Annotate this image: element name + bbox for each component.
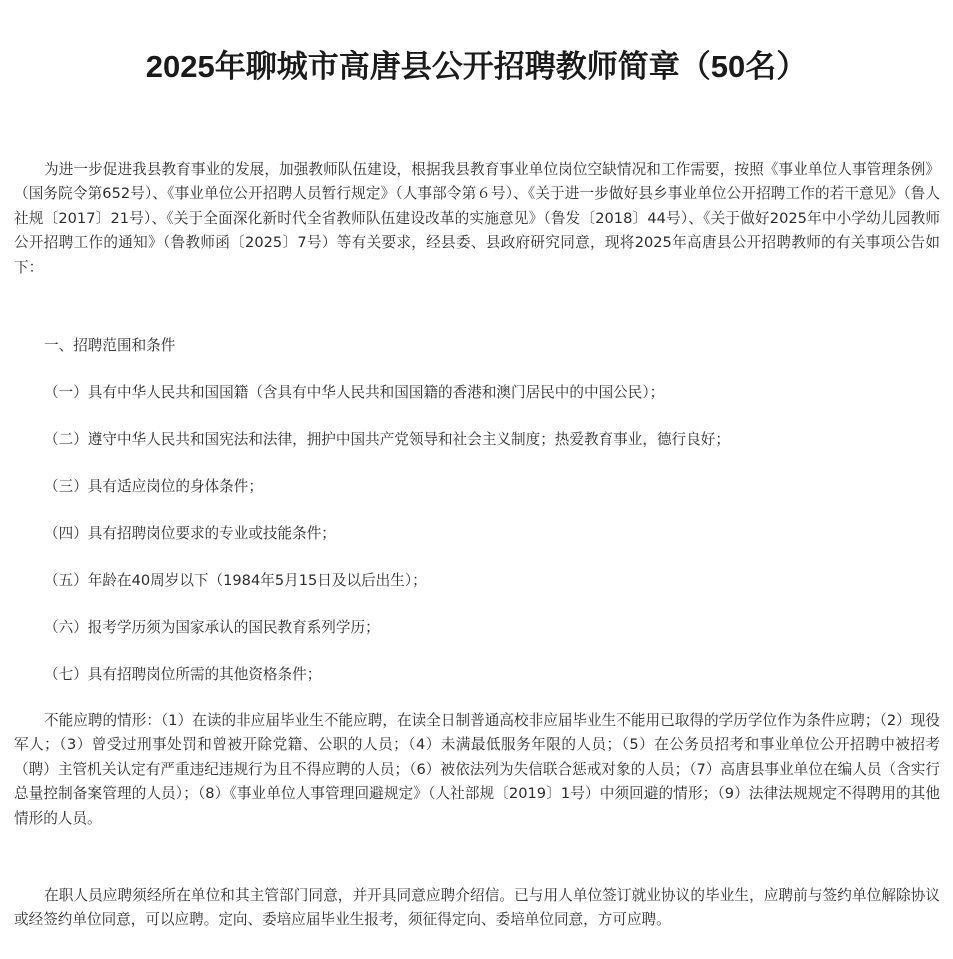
condition-item-2: （二）遵守中华人民共和国宪法和法律，拥护中国共产党领导和社会主义制度；热爱教育事业，德行良好； — [44, 431, 730, 448]
condition-item-1: （一）具有中华人民共和国国籍（含具有中华人民共和国国籍的香港和澳门居民中的中国公民）； — [44, 384, 665, 401]
intro-paragraph: 为进一步促进我县教育事业的发展，加强教师队伍建设，根据我县教育事业单位岗位空缺情况和工作需要，按照《事业单位人事管理条例》（国务院令第652号）、《事业单位公开招聘人员暂行规定》（人事部令第６号）、《关于进一步做好县乡事业单位公开招聘工作的若干意见》（鲁人社规〔2017〕21号）、《关于全面深化新时代全省教师队伍建设改革的实施意见》（鲁发〔2018〕44号）、《关于做好2025年中小学幼儿园教师公开招聘工作的通知》（鲁教师函〔2025〕7号）等有关要求，经县委、县政府研究同意，现将2025年高唐县公开招聘教师的有关事项公告如下： — [14, 161, 940, 276]
page-title: 2025年聊城市高唐县公开招聘教师简章（50名） — [145, 48, 808, 84]
condition-item-5: （五）年龄在40周岁以下（1984年5月15日及以后出生）； — [44, 572, 427, 589]
employed-applicants-paragraph: 在职人员应聘须经所在单位和其主管部门同意，并开具同意应聘介绍信。已与用人单位签订就业协议的毕业生，应聘前与签约单位解除协议或经签约单位同意，可以应聘。定向、委培应届毕业生报考，须征得定向、委培单位同意，方可应聘。 — [14, 887, 940, 929]
disqualifications-paragraph: 不能应聘的情形：（1）在读的非应届毕业生不能应聘，在读全日制普通高校非应届毕业生不能用已取得的学历学位作为条件应聘；（2）现役军人；（3）曾受过刑事处罚和曾被开除党籍、公职的人员；（4）未满最低服务年限的人员；（5）在公务员招考和事业单位公开招聘中被招考（聘）主管机关认定有严重违纪违规行为且不得应聘的人员；（6）被依法列为失信联合惩戒对象的人员；（7）高唐县事业单位在编人员（含实行总量控制备案管理的人员）；（8）《事业单位人事管理回避规定》（人社部规〔2019〕1号）中须回避的情形；（9）法律法规规定不得聘用的其他情形的人员。 — [14, 712, 940, 827]
section-heading-recruitment-scope: 一、招聘范围和条件 — [44, 337, 176, 354]
condition-item-6: （六）报考学历须为国家承认的国民教育系列学历； — [44, 619, 380, 636]
condition-item-3: （三）具有适应岗位的身体条件； — [44, 478, 263, 495]
condition-item-7: （七）具有招聘岗位所需的其他资格条件； — [44, 666, 322, 683]
condition-item-4: （四）具有招聘岗位要求的专业或技能条件； — [44, 525, 336, 542]
